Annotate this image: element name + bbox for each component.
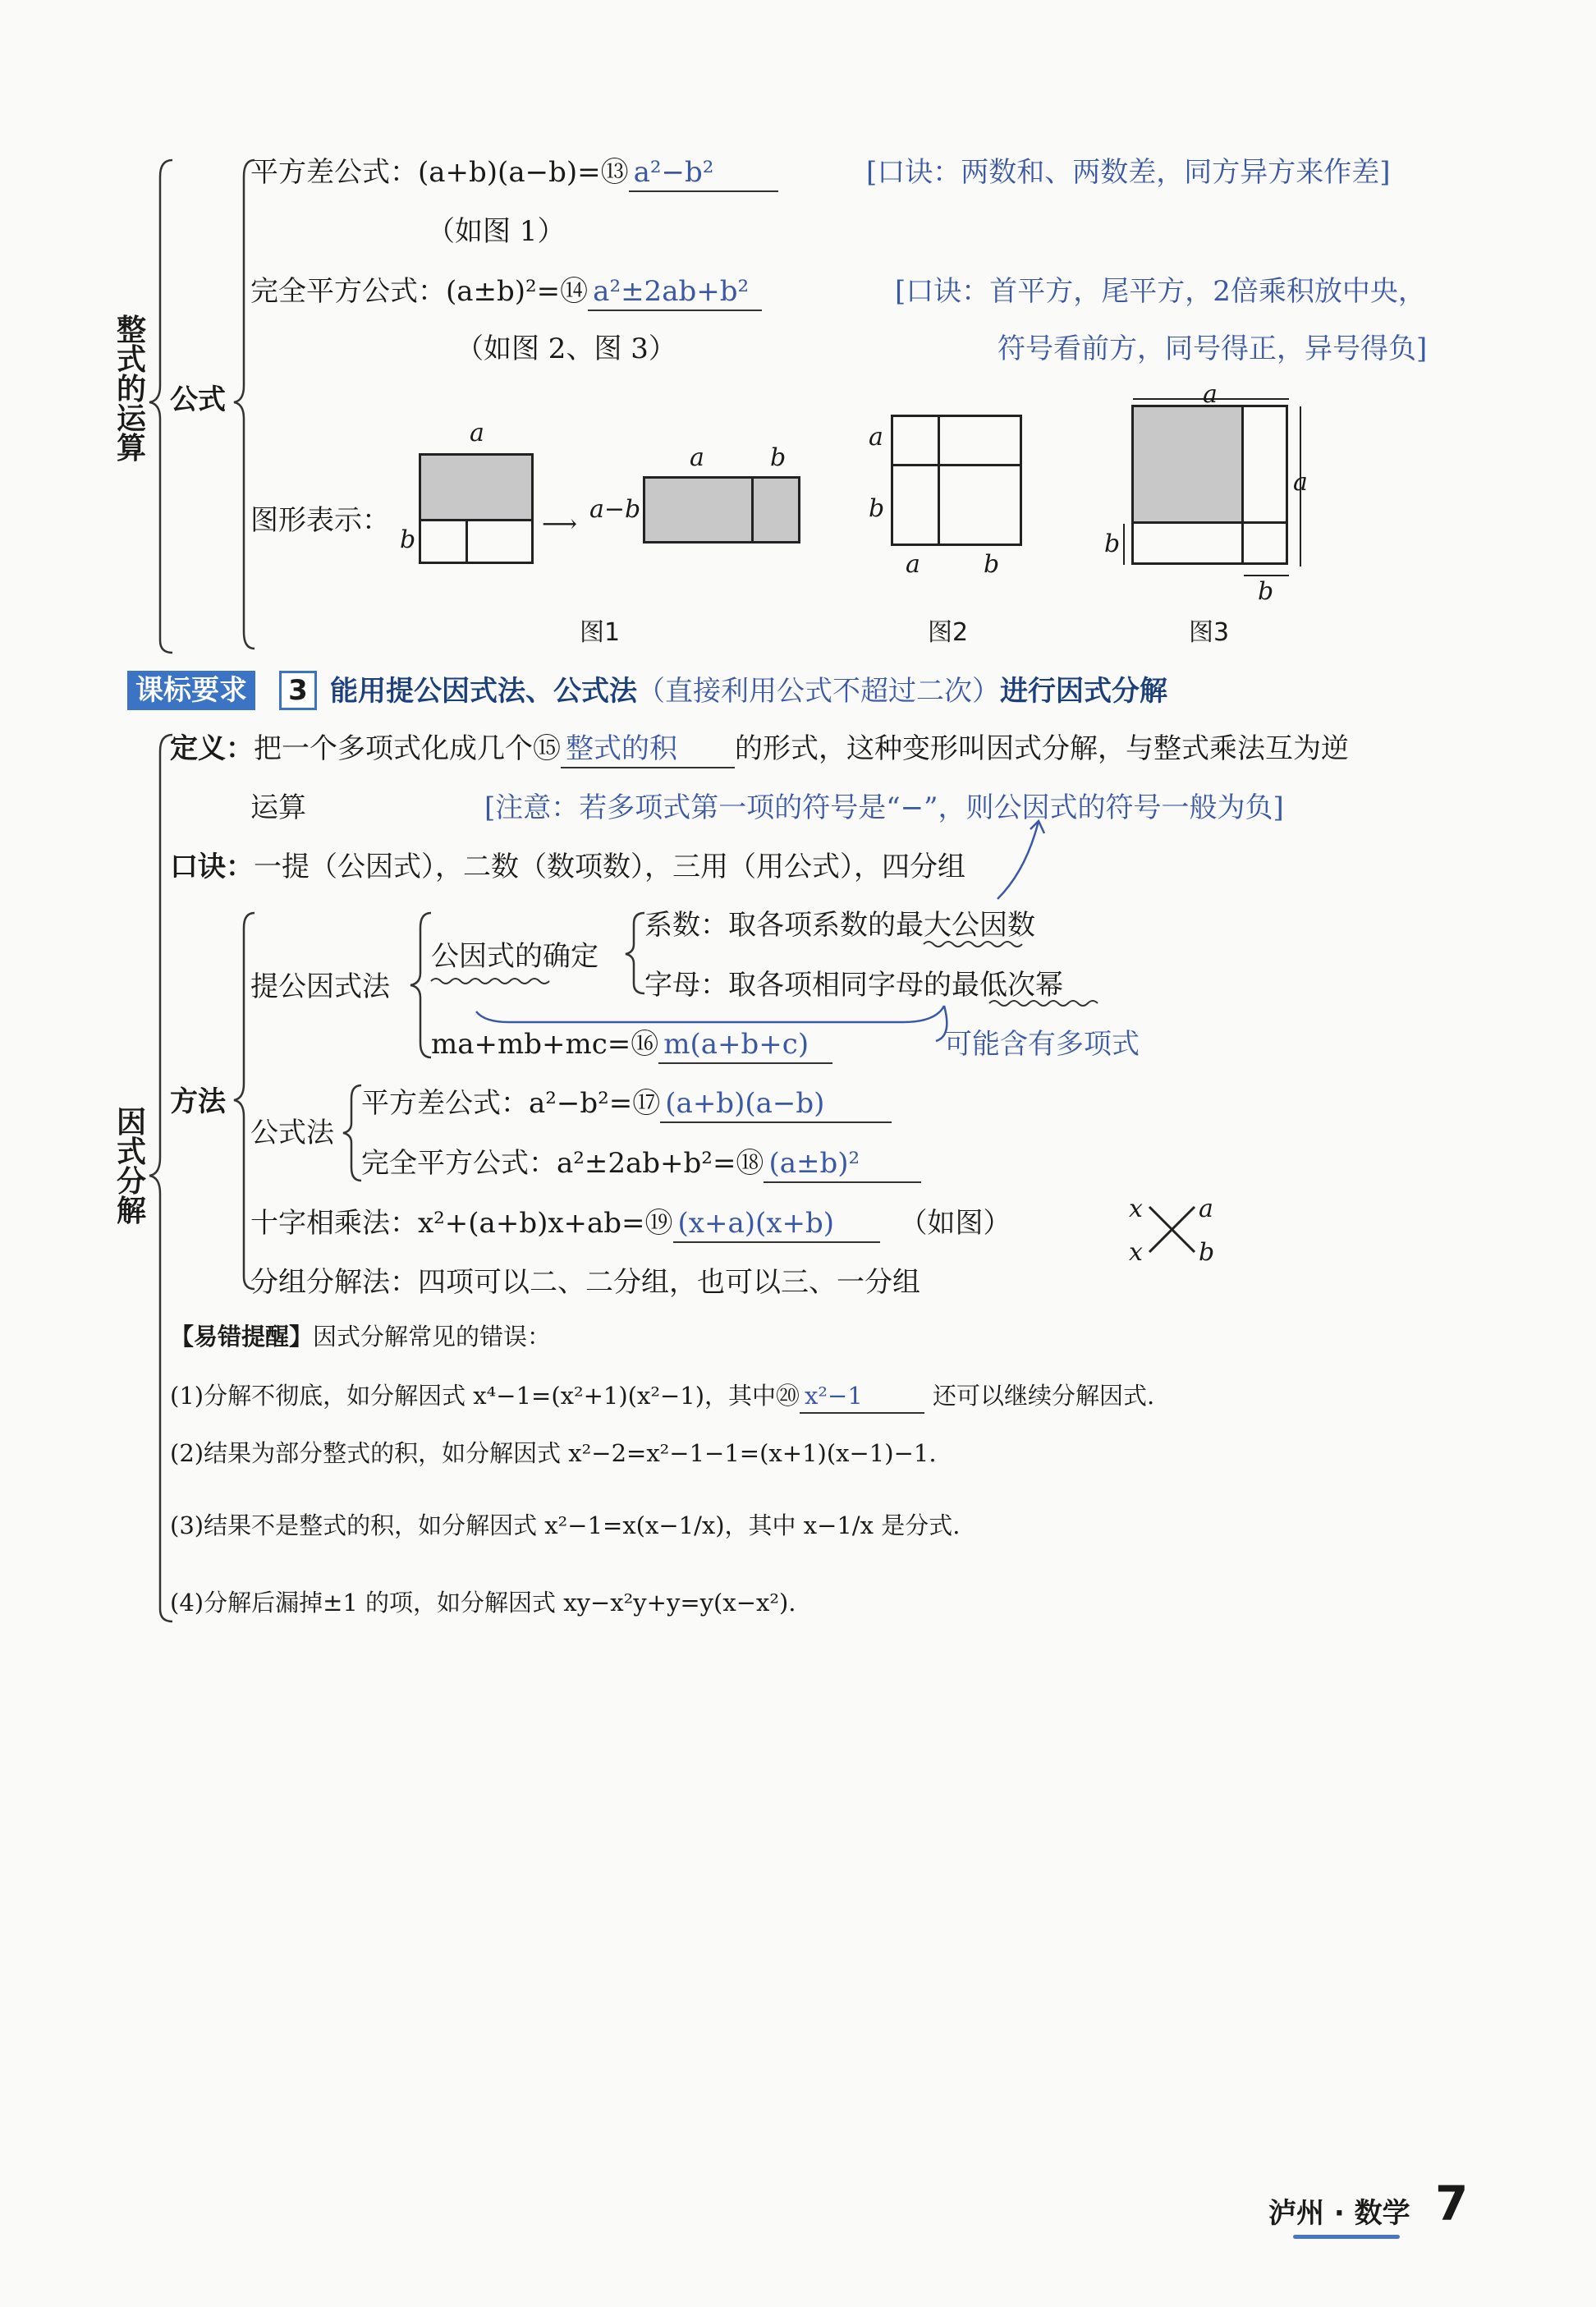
definition-label: 定义： — [170, 732, 254, 765]
f-perf-text: 完全平方公式：a²±2ab+b²=⑱ — [361, 1147, 764, 1180]
errors-title-rest: 因式分解常见的错误： — [313, 1323, 552, 1351]
curriculum-number: 3 — [279, 671, 317, 710]
fig1-caption: 图1 — [580, 618, 621, 647]
fig23-reference: （如图 2、图 3） — [456, 333, 676, 365]
mnemonic-text: 一提（公因式），二数（数项数），三用（用公式），四分组 — [254, 851, 965, 883]
answer-20: x²−1 — [800, 1379, 924, 1414]
cross-a: a — [1199, 1195, 1213, 1223]
fig1b-label-a: a — [690, 443, 704, 472]
answer-15: 整式的积 — [561, 731, 735, 768]
method-label: 方法 — [170, 1085, 226, 1118]
letter-rule: 字母：取各项相同字母的最低次幂 — [644, 969, 1063, 1002]
f-diff-text: 平方差公式：a²−b²=⑰ — [361, 1087, 661, 1120]
definition-text-2: 的形式，这种变形叫因式分解，与整式乘法互为逆 — [735, 732, 1349, 765]
perfect-square-text: 完全平方公式：(a±b)²=⑭ — [250, 275, 589, 308]
cross-x2: x — [1129, 1238, 1143, 1267]
errors-title-label: 【易错提醒】 — [170, 1323, 314, 1351]
fig2-caption: 图2 — [928, 618, 969, 647]
fig3-caption: 图3 — [1189, 618, 1230, 647]
errors-title — [170, 1320, 551, 1353]
perfect-square-formula — [250, 273, 762, 311]
diff-squares-formula — [250, 154, 778, 192]
fig2-label-a: a — [869, 423, 883, 452]
error-1 — [170, 1379, 1154, 1414]
fig1-label-a: a — [470, 419, 484, 447]
graph-representation-label: 图形表示： — [250, 504, 390, 537]
diff-squares-tip: [口诀：两数和、两数差，同方异方来作差] — [866, 156, 1391, 189]
section-title-polynomial-ops: 整式的运算 — [116, 314, 146, 466]
formula-diff-squares — [361, 1085, 892, 1123]
definition-text-1: 把一个多项式化成几个⑮ — [254, 732, 561, 765]
fig3-label-b-left: b — [1104, 530, 1121, 558]
page-number: 7 — [1435, 2176, 1469, 2231]
formula-branch-label: 公式 — [170, 383, 226, 416]
common-factor-note: 可能含有多项式 — [944, 1028, 1140, 1061]
fig2-label-b-bottom: b — [984, 550, 1000, 579]
fig1b-label-b: b — [770, 443, 787, 472]
mnemonic-label: 口诀： — [170, 851, 254, 883]
fig2-label-a-bottom: a — [906, 550, 920, 579]
error-1-end: 还可以继续分解因式. — [933, 1382, 1155, 1410]
answer-13: a²−b² — [629, 154, 778, 192]
error-4: (4)分解后漏掉±1 的项，如分解因式 xy−x²y+y=y(x−x²). — [170, 1589, 796, 1617]
common-eq-text: ma+mb+mc=⑯ — [431, 1028, 659, 1061]
common-factor-equation — [431, 1026, 832, 1064]
common-factor-method: 提公因式法 — [250, 970, 390, 1003]
definition-note: [注意：若多项式第一项的符号是“−”，则公因式的符号一般为负] — [484, 791, 1284, 824]
cross-x1: x — [1129, 1195, 1143, 1223]
mnemonic-line — [170, 849, 965, 885]
fig1-label-b: b — [400, 525, 416, 554]
answer-14: a²±2ab+b² — [588, 273, 762, 311]
answer-19: (x+a)(x+b) — [673, 1205, 880, 1243]
curriculum-requirement — [330, 673, 1167, 709]
section-title-factorization: 因式分解 — [116, 1106, 146, 1228]
answer-18: (a±b)² — [764, 1145, 921, 1183]
fig3-label-b-bottom: b — [1258, 577, 1274, 606]
cross-multiplication-method — [250, 1205, 1011, 1243]
req-title-paren: （直接利用公式不超过二次） — [637, 675, 1000, 708]
error-3: (3)结果不是整式的积，如分解因式 x²−1=x(x−1/x)，其中 x−1/x 是分式. — [170, 1511, 961, 1539]
grouping-method: 分组分解法：四项可以二、二分组，也可以三、一分组 — [250, 1266, 920, 1299]
cross-b: b — [1199, 1238, 1215, 1267]
error-1-text: (1)分解不彻底，如分解因式 x⁴−1=(x²+1)(x²−1)，其中⑳ — [170, 1382, 800, 1410]
footer-region: 泸州 · 数学 — [1268, 2197, 1410, 2230]
common-factor-determination: 公因式的确定 — [431, 940, 598, 973]
footer-accent-line — [1293, 2235, 1400, 2239]
fig1-label-a-minus-b: a−b — [589, 495, 641, 524]
fig1-reference: （如图 1） — [427, 215, 566, 248]
req-title: 能用提公因式法、公式法 — [330, 675, 637, 708]
coefficient-rule: 系数：取各项系数的最大公因数 — [644, 909, 1035, 942]
cross-ref: （如图） — [899, 1207, 1011, 1240]
fig3-label-a-right: a — [1293, 468, 1308, 497]
perfect-square-tip-line1: [口诀：首平方，尾平方，2倍乘积放中央， — [895, 275, 1426, 308]
cross-text: 十字相乘法：x²+(a+b)x+ab=⑲ — [250, 1207, 673, 1240]
definition-text-3: 运算 — [250, 791, 306, 824]
answer-16: m(a+b+c) — [658, 1026, 832, 1064]
req-title-end: 进行因式分解 — [1000, 675, 1167, 708]
perfect-square-tip-line2: 符号看前方，同号得正，异号得负] — [998, 333, 1428, 365]
curriculum-badge: 课标要求 — [127, 671, 255, 710]
answer-17: (a+b)(a−b) — [660, 1085, 892, 1123]
formula-method: 公式法 — [250, 1117, 334, 1149]
fig3-label-a-top: a — [1203, 380, 1218, 409]
definition-line — [170, 731, 1349, 768]
fig2-label-b: b — [869, 494, 885, 523]
error-2: (2)结果为部分整式的积，如分解因式 x²−2=x²−1−1=(x+1)(x−1)−1. — [170, 1439, 937, 1467]
diff-squares-text: 平方差公式：(a+b)(a−b)=⑬ — [250, 156, 629, 189]
formula-perfect-square — [361, 1145, 921, 1183]
